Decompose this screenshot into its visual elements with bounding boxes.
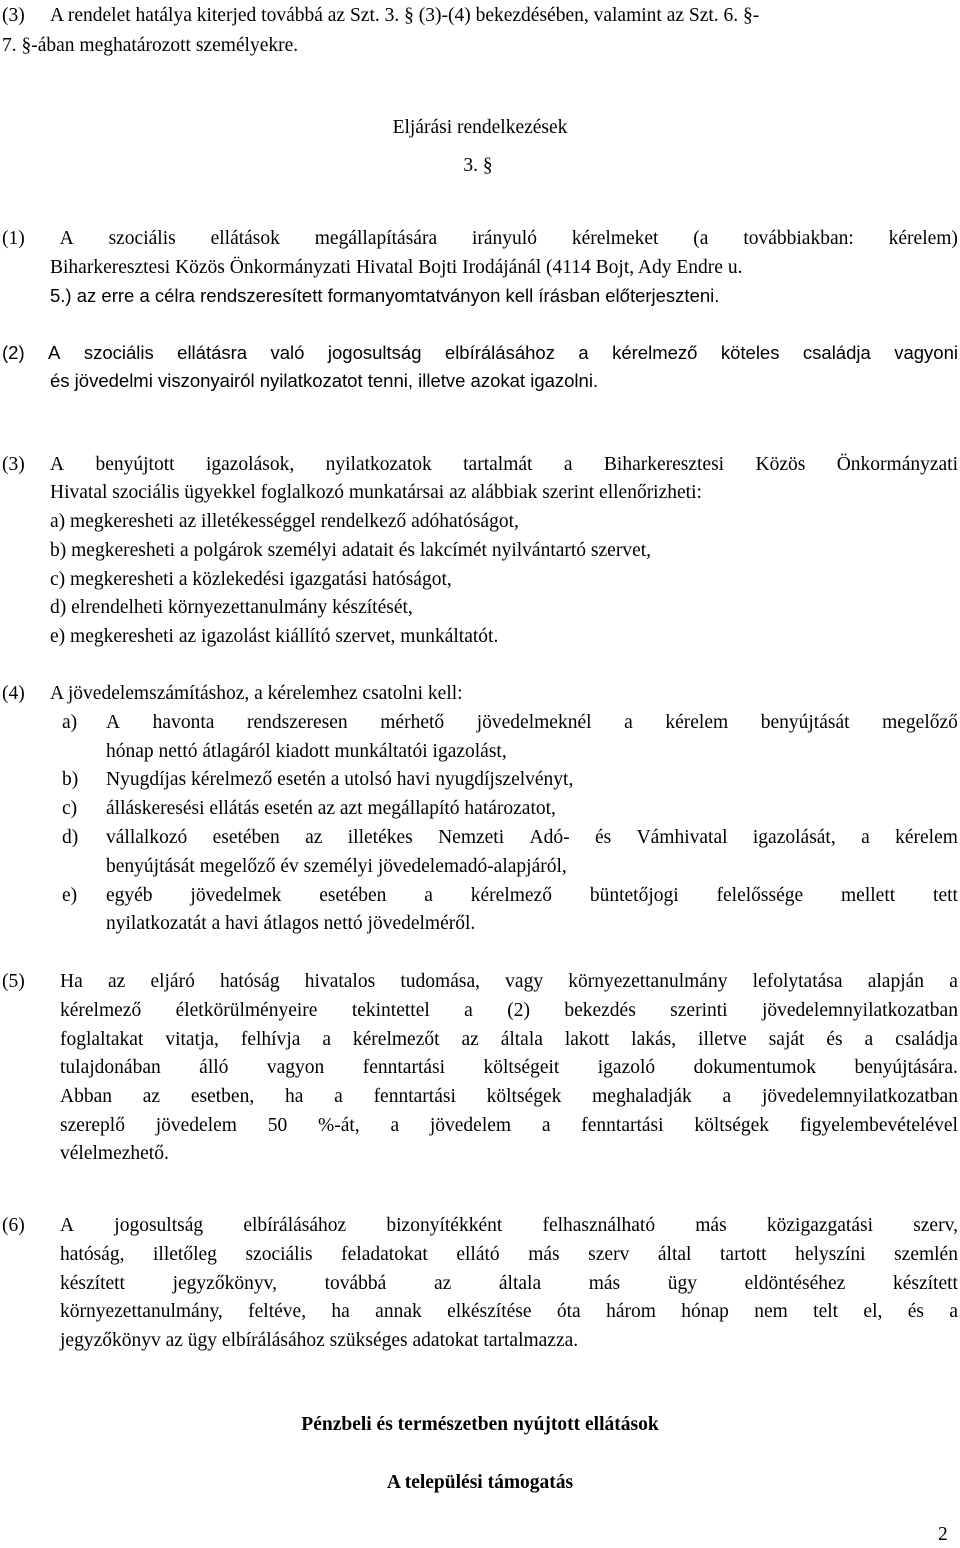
p4-d-line-1 — [106, 828, 958, 848]
word: jegyzőkönyv, — [172, 1273, 277, 1294]
word: a — [578, 342, 589, 363]
word: ellátó — [456, 1244, 500, 1265]
word: vagyon — [266, 1057, 325, 1078]
word: alapján — [867, 971, 925, 992]
heading-telepulesi: A települési támogatás — [386, 1472, 574, 1493]
p3-item-d: d) elrendelheti környezettanulmány készítését, — [50, 597, 413, 618]
word: elkészítése — [447, 1301, 532, 1322]
p4-e-line-1 — [106, 886, 958, 906]
word: tulajdonában — [60, 1057, 161, 1078]
word: a — [861, 827, 870, 848]
word: és — [826, 1029, 843, 1050]
word: tett — [933, 885, 958, 906]
word: (2) — [507, 1000, 530, 1021]
intro-num: (3) — [2, 5, 25, 26]
word: A — [59, 228, 74, 249]
word: igazoló — [597, 1057, 656, 1078]
word: az — [107, 971, 126, 992]
intro-line-2: 7. §-ában meghatározott személyekre. — [2, 35, 299, 56]
word: kérelmező — [470, 885, 552, 906]
word: a — [424, 885, 433, 906]
word: környezettanulmány — [568, 971, 728, 992]
word: figyelembevételével — [799, 1115, 958, 1136]
p3-item-a: a) megkeresheti az illetékességgel rendelkező adóhatóságot, — [50, 511, 519, 532]
word: lakott — [564, 1029, 610, 1050]
word: egyéb — [106, 885, 153, 906]
word: megelőző — [882, 712, 958, 733]
p4-a-line-1 — [106, 713, 958, 733]
word: ellátások — [210, 228, 280, 249]
p6-line-1 — [60, 1216, 958, 1236]
word: jövedelemnyilatkozatban — [761, 1000, 958, 1021]
page-number: 2 — [938, 1524, 948, 1545]
p4-a-line-2: hónap nettó átlagáról kiadott munkáltatói igazolást, — [106, 741, 507, 762]
word: esetében — [212, 827, 280, 848]
word: A — [48, 342, 61, 363]
word: illetékes — [347, 827, 413, 848]
word: környezettanulmány, — [60, 1301, 223, 1322]
word: annak — [375, 1301, 422, 1322]
word: életkörülményeire — [175, 1000, 318, 1021]
word: felhívja — [240, 1029, 301, 1050]
word: ha — [284, 1086, 304, 1107]
word: szerinti — [670, 1000, 728, 1021]
word: Vámhivatal — [636, 827, 728, 848]
word: büntetőjogi — [589, 885, 679, 906]
p4-line-1: A jövedelemszámításhoz, a kérelemhez csatolni kell: — [50, 683, 463, 704]
p5-line-6 — [60, 1116, 958, 1136]
word: az — [142, 1086, 161, 1107]
word: készített — [60, 1273, 125, 1294]
word: költségeit — [483, 1057, 560, 1078]
word: jövedelmeknél — [476, 712, 592, 733]
p6-line-2 — [60, 1245, 958, 1265]
word: családja — [802, 342, 871, 363]
word: telt — [813, 1301, 839, 1322]
word: hivatalos — [304, 971, 376, 992]
word: vagy — [505, 971, 544, 992]
word: szerv — [588, 1244, 630, 1265]
word: hónap — [681, 1301, 729, 1322]
word: a — [334, 1086, 343, 1107]
p4-b-label: b) — [62, 769, 79, 790]
word: kérelmező — [612, 342, 698, 363]
word: mérhető — [380, 712, 445, 733]
p1-line-2: Biharkeresztesi Közös Önkormányzati Hivatal Bojti Irodájánál (4114 Bojt, Ady Endre u. — [50, 257, 743, 278]
word: a — [864, 1029, 874, 1050]
p5-line-1 — [60, 972, 958, 992]
word: hatóság — [220, 971, 280, 992]
word: és — [907, 1301, 924, 1322]
word: szociális — [108, 228, 176, 249]
p1-line-1 — [2, 229, 958, 249]
word: kérelmező — [60, 1000, 142, 1021]
word: mellett — [841, 885, 896, 906]
word: illetőleg — [153, 1244, 217, 1265]
word: a — [541, 1115, 551, 1136]
word: költségek — [694, 1115, 770, 1136]
word: (2) — [2, 342, 25, 363]
word: szociális — [83, 342, 154, 363]
word: feladatokat — [341, 1244, 428, 1265]
p6-num: (6) — [2, 1215, 25, 1236]
p5-line-3 — [60, 1030, 958, 1050]
word: három — [606, 1301, 656, 1322]
word: benyújtására. — [854, 1057, 958, 1078]
word: tartott — [720, 1244, 767, 1265]
word: havonta — [152, 712, 215, 733]
word: közigazgatási — [766, 1215, 873, 1236]
word: esetében — [319, 885, 387, 906]
word: benyújtott — [95, 454, 175, 475]
word: hatóság, — [60, 1244, 125, 1265]
word: fenntartási — [362, 1057, 446, 1078]
word: kérelem) — [888, 228, 958, 249]
word: saját — [768, 1029, 805, 1050]
p3-line-2: Hivatal szociális ügyekkel foglalkozó munkatársai az alábbiak szerint ellenőrizheti: — [50, 482, 702, 503]
word: továbbiakban: — [743, 228, 854, 249]
word: fenntartási — [581, 1115, 664, 1136]
word: a — [949, 1301, 958, 1322]
word: irányuló — [471, 228, 537, 249]
p3-item-e: e) megkeresheti az igazolást kiállító szervet, munkáltatót. — [50, 626, 499, 647]
word: ha — [331, 1301, 350, 1322]
word: A — [106, 712, 121, 733]
word: az — [461, 1029, 479, 1050]
word: köteles — [720, 342, 780, 363]
word: meghaladják — [592, 1086, 692, 1107]
word: (1) — [2, 228, 25, 249]
word: tekintettel — [351, 1000, 430, 1021]
word: jövedelmek — [190, 885, 282, 906]
p5-line-4 — [60, 1058, 958, 1078]
word: igazolását, — [752, 827, 836, 848]
word: álló — [199, 1057, 229, 1078]
word: tartalmát — [463, 454, 533, 475]
word: jogosultság — [114, 1215, 204, 1236]
word: továbbá — [324, 1273, 387, 1294]
word: eldöntéséhez — [744, 1273, 846, 1294]
word: vitatja, — [165, 1029, 219, 1050]
word: bekezdés — [564, 1000, 636, 1021]
word: költségek — [486, 1086, 562, 1107]
word: a — [464, 1000, 473, 1021]
word: Ha — [60, 971, 83, 992]
p2-line-1 — [2, 344, 958, 363]
word: által — [657, 1244, 692, 1265]
word: kérelem — [665, 712, 729, 733]
word: az — [433, 1273, 452, 1294]
word: nyilatkozatok — [325, 454, 432, 475]
word: általa — [498, 1273, 542, 1294]
p4-a-label: a) — [62, 712, 78, 733]
word: lakás, — [631, 1029, 677, 1050]
word: jövedelem — [429, 1115, 512, 1136]
intro-line-1: A rendelet hatálya kiterjed továbbá az Szt. 3. § (3)-(4) bekezdésében, valamint az Szt. 6. §- — [50, 5, 760, 26]
p5-line-5 — [60, 1087, 958, 1107]
word: igazolások, — [205, 454, 295, 475]
word: felhasználható — [542, 1215, 656, 1236]
word: a — [390, 1115, 400, 1136]
word: megállapítására — [314, 228, 438, 249]
p5-num: (5) — [2, 971, 25, 992]
word: jövedelem — [155, 1115, 237, 1136]
word: a — [722, 1086, 732, 1107]
word: óta — [556, 1301, 581, 1322]
word: Biharkeresztesi — [603, 454, 725, 475]
p4-num: (4) — [2, 683, 25, 704]
p4-d-label: d) — [62, 827, 79, 848]
word: más — [528, 1244, 560, 1265]
word: szemlén — [894, 1244, 958, 1265]
word: ellátásra — [177, 342, 248, 363]
p3-item-c: c) megkeresheti a közlekedési igazgatási hatóságot, — [50, 569, 452, 590]
word: dokumentumok — [693, 1057, 817, 1078]
word: más — [695, 1215, 727, 1236]
word: Nemzeti — [438, 827, 505, 848]
heading-eljarasi: Eljárási rendelkezések — [392, 117, 568, 138]
word: készített — [892, 1273, 958, 1294]
p4-c-label: c) — [62, 798, 78, 819]
word: el, — [863, 1301, 883, 1322]
p4-e-line-2: nyilatkozatát a havi átlagos nettó jövedelméről. — [106, 913, 476, 934]
word: elbírálásához — [243, 1215, 347, 1236]
word: lefolytatása — [752, 971, 843, 992]
word: tudomása, — [400, 971, 480, 992]
p2-line-2: és jövedelmi viszonyairól nyilatkozatot tenni, illetve azokat igazolni. — [50, 370, 599, 391]
word: rendszeresen — [246, 712, 348, 733]
word: Abban — [60, 1086, 112, 1107]
word: (a — [693, 228, 709, 249]
word: elbírálásához — [444, 342, 555, 363]
word: benyújtását — [760, 712, 850, 733]
p4-c-line-1: álláskeresési ellátás esetén az azt megállapító határozatot, — [106, 798, 556, 819]
section-3-heading: 3. § — [463, 155, 493, 176]
word: a — [624, 712, 633, 733]
word: 50 — [267, 1115, 288, 1136]
p1-line-3: 5.) az erre a célra rendszeresített formanyomtatványon kell írásban előterjeszteni. — [50, 285, 720, 306]
word: kérelem — [895, 827, 958, 848]
p4-d-line-2: benyújtását megelőző év személyi jövedelemadó-alapjáról, — [106, 856, 567, 877]
word: jövedelemnyilatkozatban — [761, 1086, 958, 1107]
word: foglaltakat — [60, 1029, 144, 1050]
word: más — [588, 1273, 621, 1294]
word: feltéve, — [248, 1301, 307, 1322]
word: esetben, — [190, 1086, 255, 1107]
word: A — [60, 1215, 75, 1236]
p6-line-4 — [60, 1302, 958, 1322]
word: általa — [500, 1029, 543, 1050]
word: családja — [895, 1029, 958, 1050]
word: bizonyítékként — [386, 1215, 503, 1236]
word: vállalkozó — [106, 827, 188, 848]
word: felelőssége — [716, 885, 804, 906]
word: ügy — [667, 1273, 698, 1294]
word: kérelmezőt — [352, 1029, 440, 1050]
word: jogosultság — [327, 342, 422, 363]
word: A — [50, 454, 65, 475]
p5-line-7: vélelmezhető. — [60, 1143, 169, 1164]
word: kérelmeket — [571, 228, 659, 249]
p4-e-label: e) — [62, 885, 78, 906]
word: szereplő — [60, 1115, 125, 1136]
p5-line-2 — [60, 1001, 958, 1021]
p4-b-line-1: Nyugdíjas kérelmező esetén a utolsó havi nyugdíjszelvényt, — [106, 769, 574, 790]
word: Adó- — [529, 827, 570, 848]
word: %-át, — [317, 1115, 360, 1136]
word: szociális — [245, 1244, 313, 1265]
word: Közös — [755, 454, 806, 475]
p3-num: (3) — [2, 454, 25, 475]
word: eljáró — [150, 971, 195, 992]
word: helyszíni — [795, 1244, 866, 1265]
word: a — [322, 1029, 331, 1050]
word: a — [949, 971, 958, 992]
word: nem — [754, 1301, 788, 1322]
word: szerv, — [913, 1215, 958, 1236]
word: vagyoni — [894, 342, 958, 363]
word: való — [270, 342, 305, 363]
heading-penzbeli: Pénzbeli és természetben nyújtott ellátások — [301, 1414, 659, 1435]
word: az — [305, 827, 323, 848]
word: fenntartási — [373, 1086, 456, 1107]
p6-line-3 — [60, 1274, 958, 1294]
word: illetve — [698, 1029, 747, 1050]
word: Önkormányzati — [836, 454, 958, 475]
p3-line-1 — [50, 455, 958, 475]
word: és — [594, 827, 612, 848]
p6-line-5: jegyzőkönyv az ügy elbírálásához szükséges adatokat tartalmazza. — [60, 1330, 579, 1351]
word: a — [563, 454, 573, 475]
p3-item-b: b) megkeresheti a polgárok személyi adatait és lakcímét nyilvántartó szervet, — [50, 540, 652, 561]
